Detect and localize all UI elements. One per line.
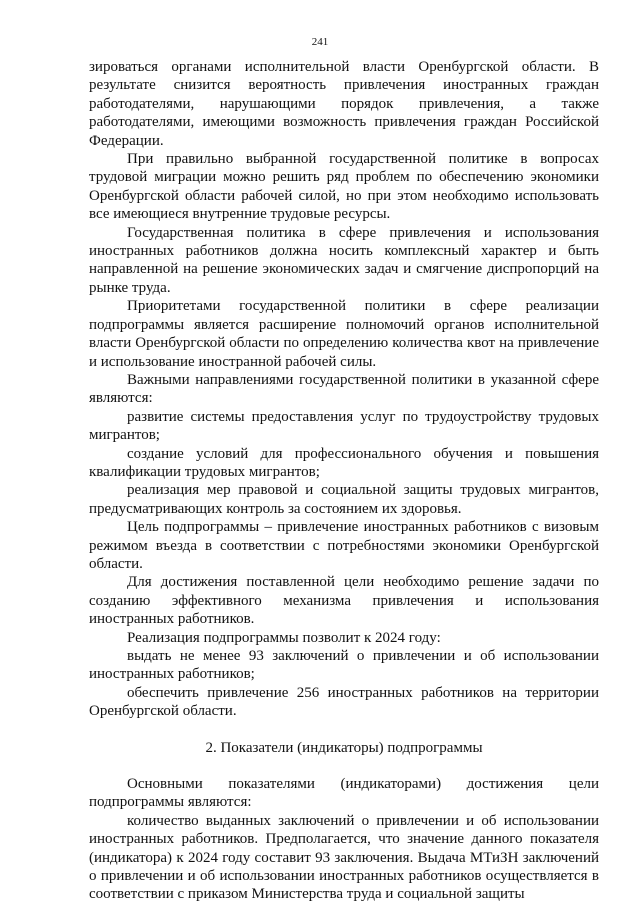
paragraph: Государственная политика в сфере привлечения и использования иностранных работников должна носить комплексный характер и быть направленной на решение экономических задач и смягчение диспропорций на рынке труда. — [89, 224, 599, 296]
paragraph: зироваться органами исполнительной власти Оренбургской области. В результате снизится вероятность привлечения иностранных граждан работодателями, нарушающими порядок привлечения, а также работодателями, имеющими возможность привлечения граждан Российской Федерации. — [89, 59, 599, 149]
list-item: количество выданных заключений о привлечении и об использовании иностранных работников. Предполагается, что значение данного показателя (индикатора) к 2024 году составит 93 заключения. Выдача МТиЗН заключений о привлечении и об использовании иностранных работников осуществляется в соответствии с приказом Министерства труда и социальной защиты — [89, 812, 599, 903]
paragraph: Для достижения поставленной цели необходимо решение задачи по созданию эффективного механизма привлечения и использования иностранных работников. — [89, 574, 599, 628]
paragraph: Важными направлениями государственной политики в указанной сфере являются: — [89, 371, 599, 407]
page-number: 241 — [311, 36, 329, 48]
paragraph: Основными показателями (индикаторами) достижения цели подпрограммы являются: — [89, 776, 599, 811]
paragraph: При правильно выбранной государственной политике в вопросах трудовой миграции можно решить ряд проблем по обеспечению экономики Оренбургской области рабочей силой, но при этом необходимо использовать все имеющиеся внутренние трудовые ресурсы. — [89, 151, 599, 223]
list-item: обеспечить привлечение 256 иностранных работников на территории Оренбургской области. — [89, 684, 599, 720]
list-item: развитие системы предоставления услуг по трудоустройству трудовых мигрантов; — [89, 408, 599, 444]
list-item: реализация мер правовой и социальной защиты трудовых мигрантов, предусматривающих контроль за состоянием их здоровья. — [89, 482, 599, 517]
paragraph: Приоритетами государственной политики в сфере реализации подпрограммы является расширение полномочий органов исполнительной власти Оренбургской области по определению количества квот на привлечение и использование иностранной рабочей силы. — [89, 298, 599, 370]
list-item: создание условий для профессионального обучения и повышения квалификации трудовых мигрантов; — [89, 445, 599, 480]
page-body — [89, 58, 599, 904]
list-item: выдать не менее 93 заключений о привлечении и об использовании иностранных работников; — [89, 648, 599, 683]
section-heading: 2. Показатели (индикаторы) подпрограммы — [205, 739, 483, 756]
paragraph: Цель подпрограммы – привлечение иностранных работников с визовым режимом въезда в соответствии с потребностями экономики Оренбургской области. — [89, 519, 599, 572]
paragraph: Реализация подпрограммы позволит к 2024 году: — [127, 629, 441, 646]
